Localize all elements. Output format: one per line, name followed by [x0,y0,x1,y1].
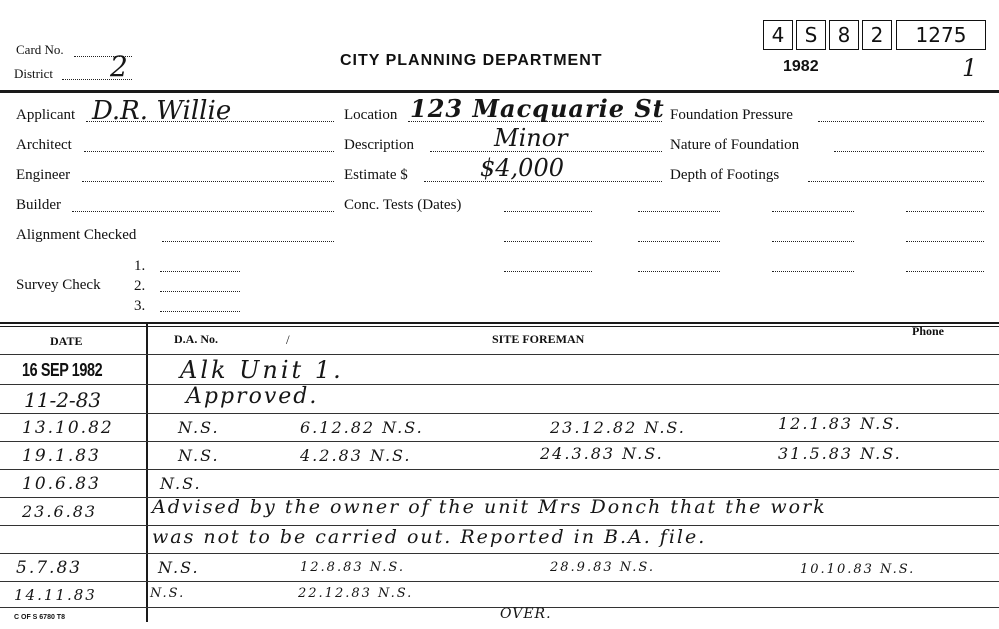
conc-test-line [906,211,984,212]
alignment-line [162,241,334,242]
card-box-3: 8 [829,20,859,50]
log-date: 19.1.83 [22,446,101,466]
survey-line-1 [160,271,240,272]
log-row-rule [0,469,999,470]
form-code: C OF S 6780 T8 [14,614,65,621]
architect-label: Architect [16,137,72,153]
log-entry: Alk Unit 1. [180,356,344,384]
description-label: Description [344,137,414,153]
depth-footings-line [808,181,984,182]
log-date: 10.6.83 [22,474,101,494]
location-value: 123 Macquarie St [410,94,665,123]
log-top-rule-2 [0,326,999,327]
log-entry: Approved. [186,384,319,409]
conc-test-line [772,271,854,272]
page-title: CITY PLANNING DEPARTMENT [340,52,603,69]
log-date: 14.11.83 [14,586,97,604]
log-entry: N.S. [178,446,220,465]
description-value: Minor [494,124,568,152]
conc-tests-label: Conc. Tests (Dates) [344,197,462,213]
card-box-1: 4 [763,20,793,50]
district-label: District [14,66,53,81]
log-entry: N.S. [160,474,202,493]
depth-footings-label: Depth of Footings [670,167,780,183]
conc-test-line [772,241,854,242]
log-row-rule [0,384,999,385]
conc-test-line [504,271,592,272]
log-entry: N.S. [158,558,200,577]
log-top-rule [0,322,999,324]
log-entry: 10.10.83 N.S. [800,562,916,577]
applicant-label: Applicant [16,107,76,123]
survey-num-1: 1. [134,258,146,274]
log-date-stamp: 16 SEP 1982 [22,360,103,380]
foundation-pressure-line [818,121,984,122]
log-entry: N.S. [178,418,220,437]
alignment-label: Alignment Checked [16,227,137,243]
log-header-slash: / [286,332,290,347]
log-entry: 12.8.83 N.S. [300,560,406,575]
conc-test-line [906,241,984,242]
district-value: 2 [110,50,128,83]
header-divider [0,90,999,93]
nature-foundation-label: Nature of Foundation [670,137,800,153]
log-date: 23.6.83 [22,502,98,521]
date-column-divider [146,322,148,622]
log-entry: 12.1.83 N.S. [778,414,902,433]
log-header-phone: Phone [912,324,945,338]
conc-test-line [638,211,720,212]
estimate-value: $4,000 [480,154,564,182]
survey-num-2: 2. [134,278,146,294]
architect-line [84,151,334,152]
conc-test-line [638,271,720,272]
applicant-value: D.R. Willie [92,96,232,126]
log-date: 13.10.82 [22,418,114,438]
log-entry: 28.9.83 N.S. [550,560,656,575]
location-label: Location [344,107,398,123]
survey-line-2 [160,291,240,292]
log-entry: 4.2.83 N.S. [300,446,412,465]
conc-test-line [638,241,720,242]
survey-num-3: 3. [134,298,146,314]
log-row-rule [0,581,999,582]
log-entry: was not to be carried out. Reported in B.A. file. [152,526,707,548]
log-row-rule [0,441,999,442]
conc-test-line [772,211,854,212]
log-header-date: DATE [50,334,83,348]
log-date: 5.7.83 [16,558,83,578]
card-box-4: 2 [862,20,892,50]
card-box-5: 1275 [896,20,986,50]
nature-foundation-line [834,151,984,152]
log-entry: 31.5.83 N.S. [778,444,902,463]
year-label: 1982 [783,58,819,75]
survey-label: Survey Check [16,277,101,293]
log-entry: 23.12.82 N.S. [550,418,686,437]
card-box-2: S [796,20,826,50]
foundation-pressure-label: Foundation Pressure [670,107,793,123]
engineer-line [82,181,334,182]
log-entry: N.S. [150,586,186,601]
card-sub-number: 1 [962,54,978,82]
conc-test-line [906,271,984,272]
card-no-label: Card No. [16,42,64,57]
over-note: OVER. [500,606,552,622]
engineer-label: Engineer [16,167,71,183]
builder-line [72,211,334,212]
log-date: 11-2-83 [24,388,102,412]
log-header-site-foreman: SITE FOREMAN [492,332,585,346]
conc-test-line [504,211,592,212]
builder-label: Builder [16,197,61,213]
log-header-da-no: D.A. No. [174,332,218,346]
log-entry: 6.12.82 N.S. [300,418,424,437]
estimate-label: Estimate $ [344,167,408,183]
log-entry: 24.3.83 N.S. [540,444,664,463]
log-entry: Advised by the owner of the unit Mrs Donch that the work [152,496,827,518]
log-row-rule [0,354,999,355]
log-row-rule [0,553,999,554]
survey-line-3 [160,311,240,312]
conc-test-line [504,241,592,242]
log-entry: 22.12.83 N.S. [298,586,414,601]
